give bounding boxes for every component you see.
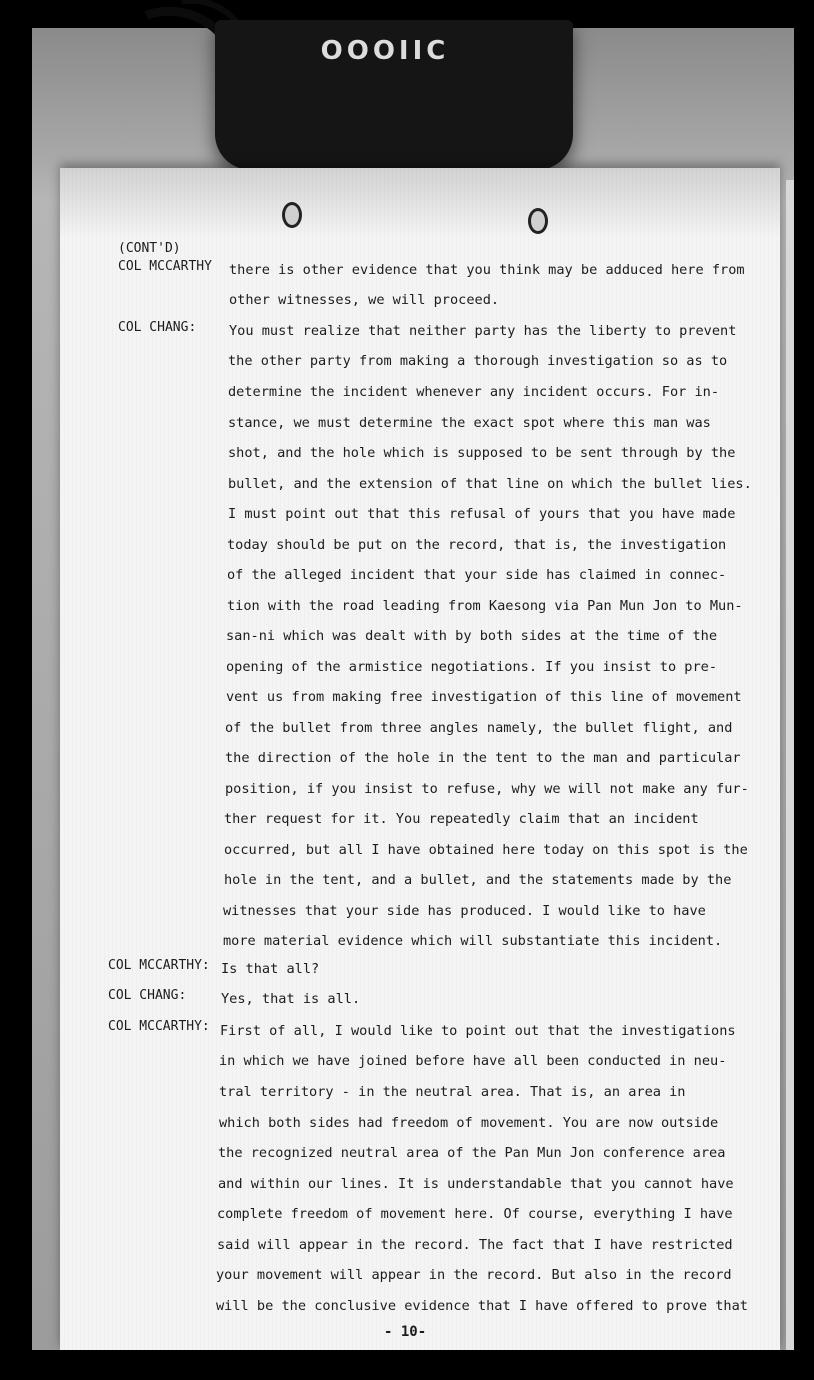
text-line: tral territory - in the neutral area. That is, an area in <box>219 1084 686 1100</box>
text-line: First of all, I would like to point out that the investigations <box>220 1023 736 1039</box>
text-line: Is that all? <box>221 961 320 977</box>
text-line: stance, we must determine the exact spot where this man was <box>228 415 711 431</box>
page-number: - 10- <box>384 1324 427 1340</box>
text-line: ther request for it. You repeatedly claim that an incident <box>224 811 699 827</box>
text-line: opening of the armistice negotiations. If you insist to pre- <box>226 659 718 675</box>
text-line: the other party from making a thorough investigation so as to <box>228 353 728 369</box>
text-line: the direction of the hole in the tent to the man and particular <box>225 750 741 766</box>
speaker-label: COL CHANG: <box>108 988 187 1003</box>
page-edge <box>786 180 794 1350</box>
text-line: said will appear in the record. The fact that I have restricted <box>217 1237 733 1253</box>
text-line: of the bullet from three angles namely, the bullet flight, and <box>225 720 733 736</box>
text-line: today should be put on the record, that is, the investigation <box>227 537 727 553</box>
text-line: I must point out that this refusal of yours that you have made <box>228 506 736 522</box>
text-line: your movement will appear in the record. But also in the record <box>216 1267 732 1283</box>
text-line: san-ni which was dealt with by both sides at the time of the <box>226 628 718 644</box>
text-line: there is other evidence that you think may be adduced here from <box>229 262 745 278</box>
text-line: tion with the road leading from Kaesong via Pan Mun Jon to Mun- <box>227 598 743 614</box>
text-line: position, if you insist to refuse, why we will not make any fur- <box>225 781 749 797</box>
text-line: the recognized neutral area of the Pan Mun Jon conference area <box>218 1145 726 1161</box>
text-line: complete freedom of movement here. Of course, everything I have <box>217 1206 733 1222</box>
text-line: shot, and the hole which is supposed to be sent through by the <box>228 445 736 461</box>
text-line: Yes, that is all. <box>221 991 361 1007</box>
text-line: of the alleged incident that your side has claimed in connec- <box>227 567 727 583</box>
text-line: and within our lines. It is understandable that you cannot have <box>218 1176 734 1192</box>
text-line: in which we have joined before have all been conducted in neu- <box>219 1053 727 1069</box>
text-line: will be the conclusive evidence that I have offered to prove that <box>216 1298 748 1314</box>
text-line: witnesses that your side has produced. I would like to have <box>223 903 706 919</box>
text-line: other witnesses, we will proceed. <box>229 292 500 308</box>
clip-number: OOOIIC <box>320 36 450 66</box>
speaker-label: COL MCCARTHY: <box>108 1019 210 1034</box>
text-line: occurred, but all I have obtained here today on this spot is the <box>224 842 748 858</box>
punch-hole <box>528 208 548 234</box>
text-line: You must realize that neither party has the liberty to prevent <box>229 323 737 339</box>
punch-hole <box>282 202 302 228</box>
speaker-label: COL CHANG: <box>118 320 197 335</box>
text-line: more material evidence which will substantiate this incident. <box>223 933 723 949</box>
text-line: bullet, and the extension of that line on which the bullet lies. <box>228 476 752 492</box>
continued-header: (CONT'D) <box>118 241 181 256</box>
text-line: vent us from making free investigation of this line of movement <box>226 689 742 705</box>
text-line: hole in the tent, and a bullet, and the statements made by the <box>224 872 732 888</box>
text-line: which both sides had freedom of movement. You are now outside <box>219 1115 719 1131</box>
text-line: determine the incident whenever any incident occurs. For in- <box>228 384 720 400</box>
speaker-label: COL MCCARTHY: <box>108 958 210 973</box>
speaker-label: COL MCCARTHY <box>118 259 212 274</box>
